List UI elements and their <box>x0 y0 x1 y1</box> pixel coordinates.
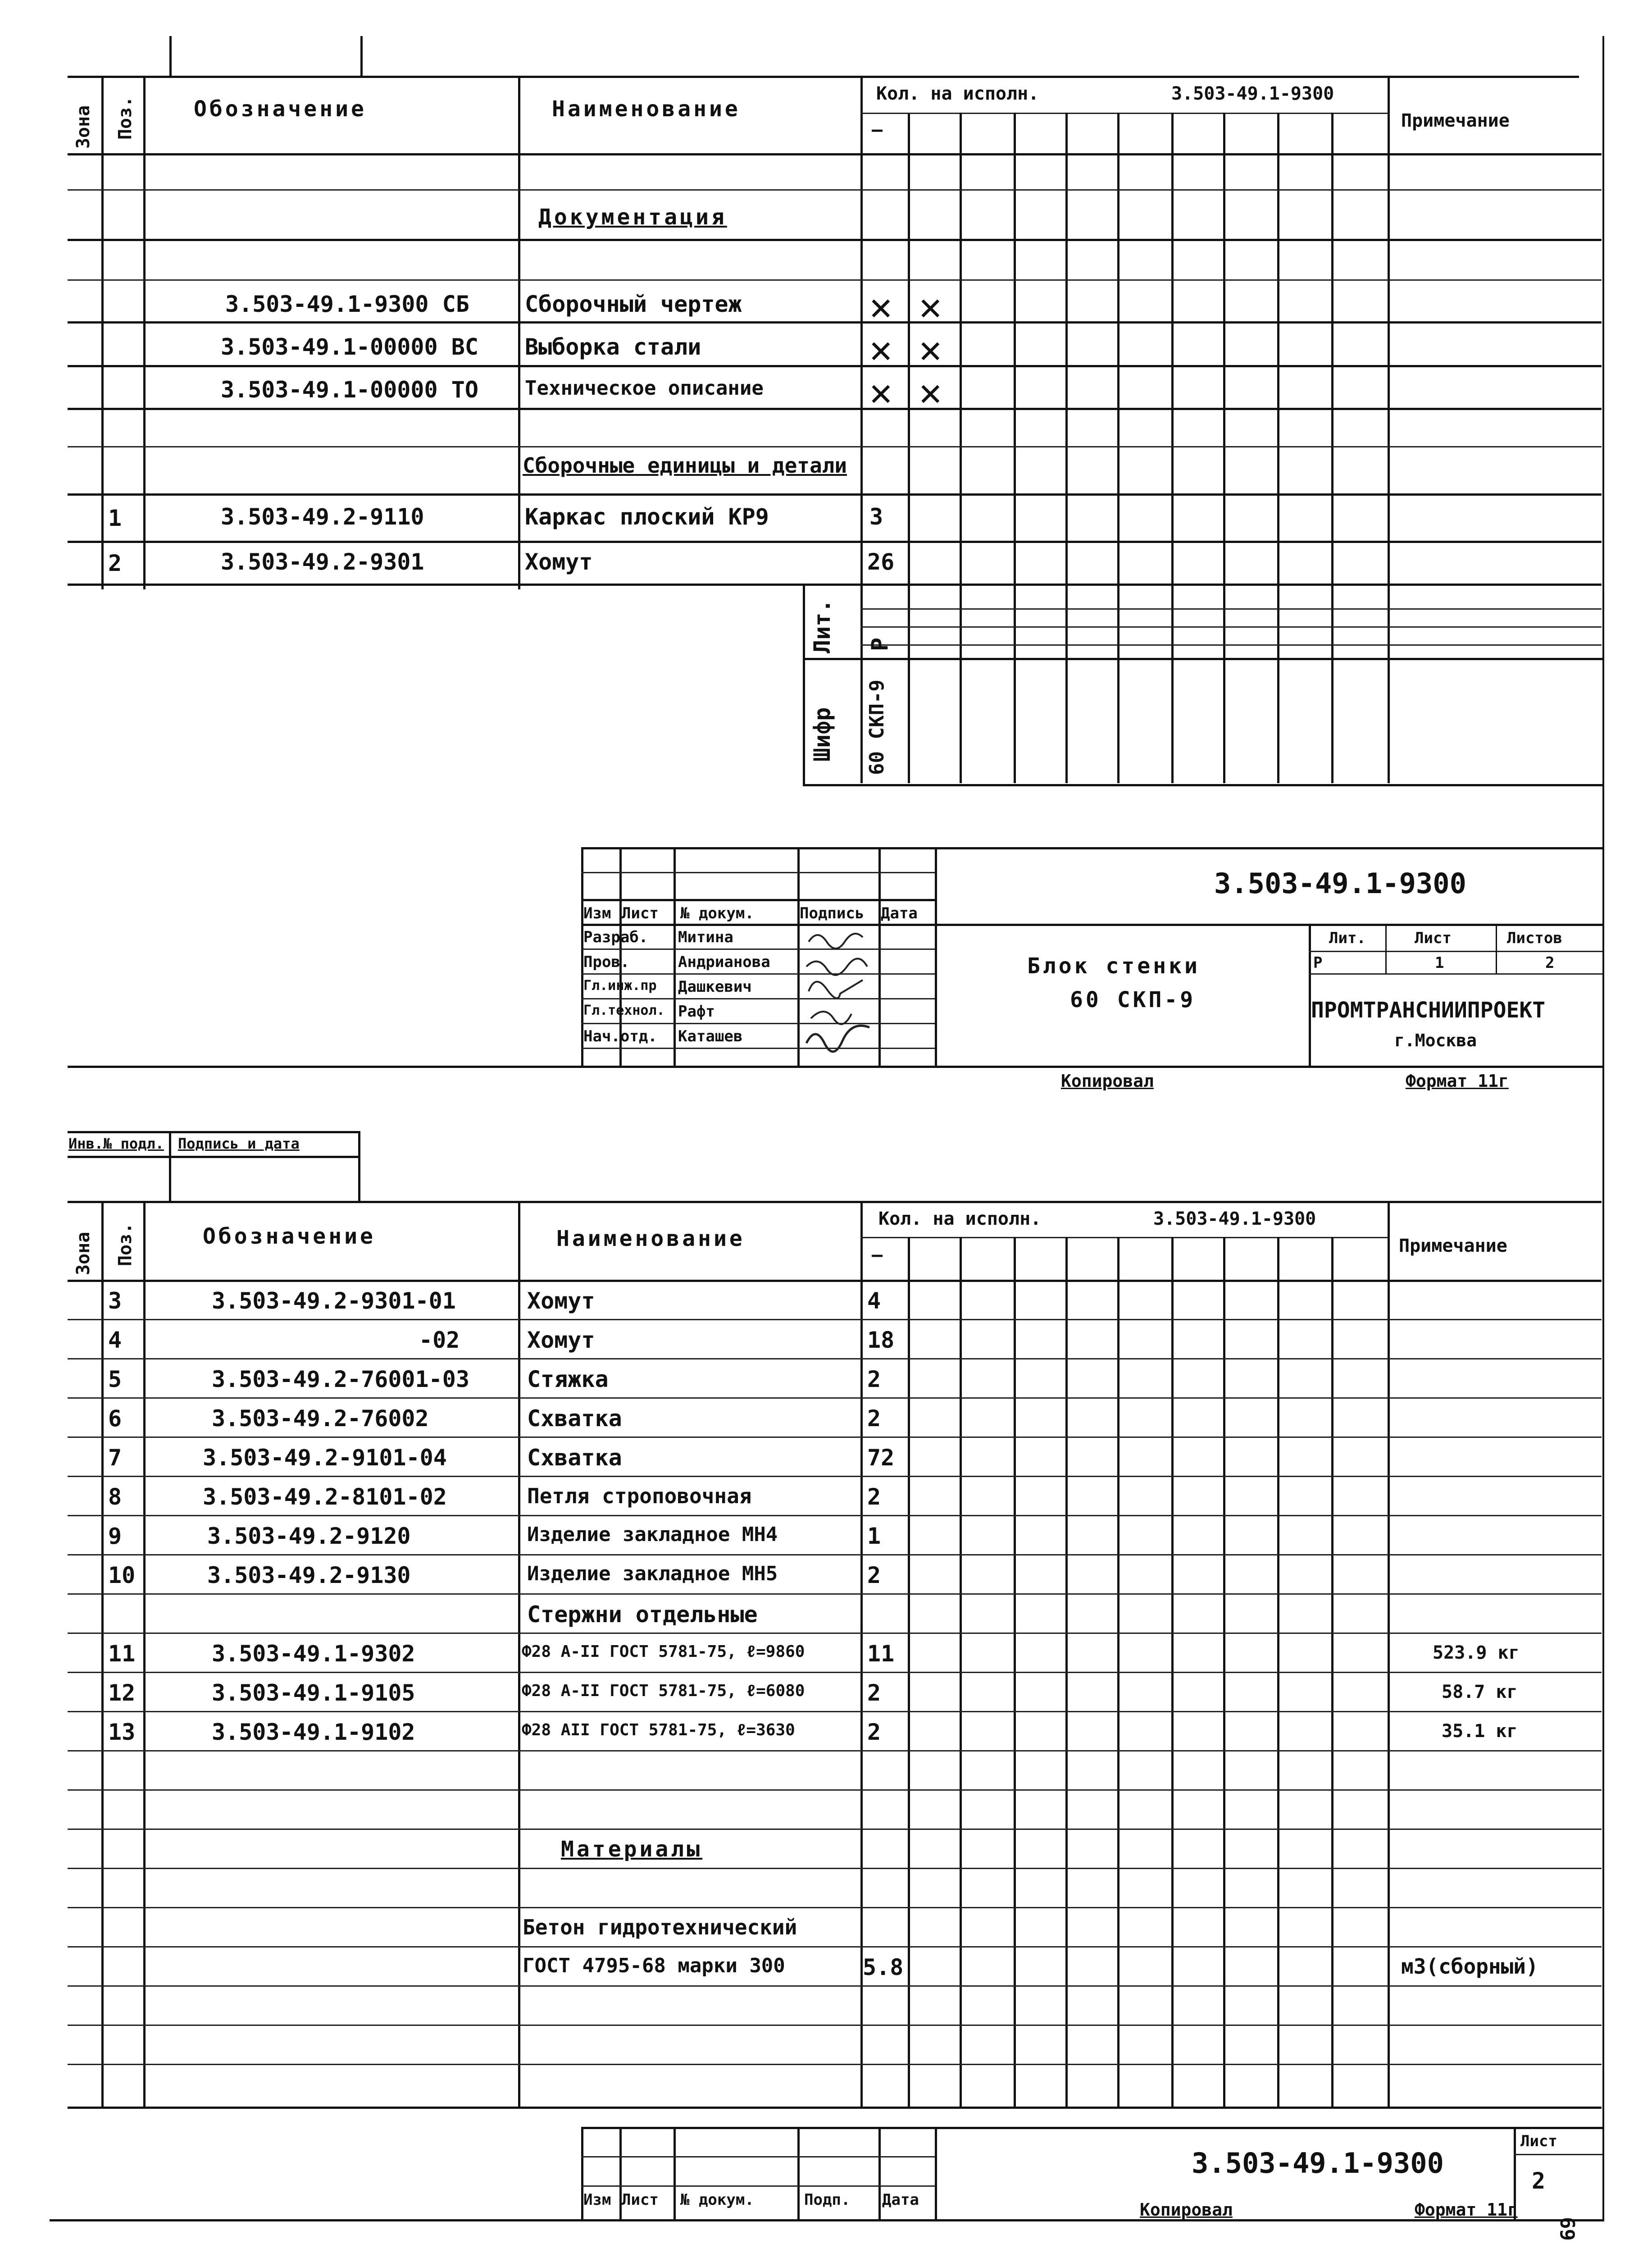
stamp-top <box>68 1131 358 1133</box>
header-qty-doc: 3.503-49.1-9300 <box>1153 1209 1316 1229</box>
row-line <box>860 644 1602 646</box>
binding-tick <box>169 36 172 77</box>
col-pos-line <box>143 76 146 589</box>
stamp-div <box>169 1131 171 1203</box>
tb-row <box>581 924 1602 926</box>
row-pos: 2 <box>108 550 122 576</box>
title-block-top <box>581 847 1602 849</box>
row-pos: 12 <box>108 1680 136 1706</box>
tb-col-doc: № докум. <box>680 904 754 922</box>
tb-col-date: Дата <box>881 904 918 922</box>
lit-block-mid <box>803 658 1602 660</box>
row-line <box>68 1397 1602 1399</box>
tb-sheets-val: 2 <box>1545 954 1555 972</box>
tb-city: г.Москва <box>1394 1031 1477 1050</box>
row-name: Техническое описание <box>525 377 764 400</box>
stamp-inv: Инв.№ подл. <box>68 1135 164 1152</box>
row-name: Ф28 А-II ГОСТ 5781-75, ℓ=6080 <box>522 1682 805 1700</box>
row-designation: 3.503-49.1-9102 <box>212 1719 415 1745</box>
tb-col <box>935 2127 937 2219</box>
header-qty-doc: 3.503-49.1-9300 <box>1171 83 1334 104</box>
col-q-line <box>1277 113 1279 783</box>
row-designation: -02 <box>419 1327 460 1353</box>
tb-role: Разраб. <box>583 928 648 946</box>
row-line <box>68 1868 1602 1869</box>
row-line <box>68 493 1602 496</box>
tb-row <box>581 2156 935 2157</box>
copied-label-2: Копировал <box>1140 2200 1233 2220</box>
tb-col <box>797 2127 800 2219</box>
format-label-2: Формат 11г <box>1415 2200 1518 2220</box>
lit-value: Р <box>867 637 893 651</box>
sheet-right-border <box>1602 36 1604 2221</box>
row-name: Хомут <box>527 1327 595 1353</box>
col-desig-line <box>518 1201 520 2107</box>
row-note: 35.1 кг <box>1442 1721 1518 1742</box>
row-name: Стяжка <box>527 1366 609 1392</box>
tb-col <box>1309 924 1311 1066</box>
row-name: Каркас плоский КР9 <box>525 504 769 530</box>
row-line <box>68 1672 1602 1673</box>
row-line <box>68 1593 1602 1595</box>
row-note: м3(сборный) <box>1401 1954 1538 1979</box>
row-line <box>860 626 1602 628</box>
row-pos: 13 <box>108 1719 136 1745</box>
row-line <box>68 239 1602 241</box>
row-pos: 10 <box>108 1562 136 1588</box>
header-qty: Кол. на исполн. <box>876 83 1039 104</box>
tb-person: Митина <box>678 928 733 946</box>
row-line <box>68 1946 1602 1947</box>
row-qty: 2 <box>867 1680 881 1706</box>
header-qty-dash: — <box>872 119 883 140</box>
row-line <box>68 1633 1602 1634</box>
tb-col-sign: Подп. <box>804 2191 851 2209</box>
tb-col <box>674 2127 676 2219</box>
tb-doc-number: 3.503-49.1-9300 <box>1214 867 1466 900</box>
stamp-mid <box>68 1156 358 1158</box>
stamp-right <box>358 1131 360 1203</box>
row-designation: 3.503-49.2-76001-03 <box>212 1366 469 1392</box>
col-note-line <box>1388 76 1390 783</box>
header-pos: Поз. <box>115 1222 136 1266</box>
sheet2-table-bottom <box>68 2107 1602 2109</box>
col-name-line <box>860 76 863 783</box>
row-designation: 3.503-49.2-9301-01 <box>212 1288 456 1314</box>
row-pos: 9 <box>108 1523 122 1549</box>
row-line <box>68 1554 1602 1555</box>
col-pos-line <box>143 1201 146 2107</box>
row-line <box>68 1437 1602 1438</box>
lit-block-left <box>803 584 805 784</box>
section-materials: Материалы <box>561 1837 703 1862</box>
row-name: Схватка <box>527 1405 622 1432</box>
row-line <box>68 279 1602 281</box>
col-q-line <box>1331 113 1333 783</box>
col-q-line <box>1117 113 1120 783</box>
signatures-image <box>800 924 878 1059</box>
header-qty: Кол. на исполн. <box>878 1209 1042 1229</box>
tb-sheets-hdr: Листов <box>1507 929 1562 947</box>
row-line <box>68 584 1602 586</box>
lit-label: Лит. <box>809 599 835 653</box>
tb-col-date: Дата <box>882 2191 919 2209</box>
tb-org: ПРОМТРАНСНИИПРОЕКТ <box>1311 998 1546 1023</box>
tb-lit-hdr: Лит. <box>1329 929 1366 947</box>
binding-tick <box>360 36 363 77</box>
cipher-value: 60 СКП-9 <box>865 680 888 775</box>
row-name: Сборочный чертеж <box>525 291 742 317</box>
row-pos: 1 <box>108 505 122 531</box>
row-line <box>68 2064 1602 2065</box>
row-line <box>68 1789 1602 1791</box>
tb-col <box>878 847 881 1066</box>
header-designation: Обозначение <box>203 1224 376 1249</box>
sheet1-bottom <box>68 1066 1602 1068</box>
row-qty: 2 <box>867 1405 881 1432</box>
row-designation: 3.503-49.1-00000 ТО <box>221 377 478 403</box>
row-designation: 3.503-49.2-9120 <box>207 1523 411 1549</box>
row-designation: 3.503-49.2-9130 <box>207 1562 411 1588</box>
header-name: Наименование <box>552 96 741 122</box>
row-designation: 3.503-49.2-8101-02 <box>203 1484 447 1510</box>
header-zone: Зона <box>73 1231 94 1275</box>
tb-col-izm: Изм <box>583 2191 611 2209</box>
tb-col-list: Лист <box>622 904 659 922</box>
row-line <box>68 365 1602 367</box>
tb-col <box>878 2127 881 2219</box>
cipher-label: Шифр <box>809 707 835 762</box>
tb-row <box>581 973 935 975</box>
tb-col-izm: Изм <box>583 904 611 922</box>
row-pos: 4 <box>108 1327 122 1353</box>
row-name: Стержни отдельные <box>527 1601 758 1628</box>
tb-col-doc: № докум. <box>680 2191 754 2209</box>
row-name: Бетон гидротехнический <box>523 1915 797 1939</box>
tb-lit-val: Р <box>1313 954 1323 972</box>
tb-row <box>581 2185 935 2187</box>
row-line <box>68 1750 1602 1751</box>
row-line <box>68 1985 1602 1987</box>
row-designation: 3.503-49.2-9101-04 <box>203 1445 447 1471</box>
row-name: Ф28 А-II ГОСТ 5781-75, ℓ=9860 <box>522 1642 805 1661</box>
row-line <box>68 1515 1602 1516</box>
tb-col <box>935 847 937 1066</box>
page-number: 69 <box>1556 2217 1579 2241</box>
row-q2: ✕ <box>919 284 942 328</box>
row-line <box>68 1829 1602 1830</box>
tb-row <box>581 899 935 901</box>
header-bottom-line <box>68 153 1602 155</box>
tb2-sheet-hdr: Лист <box>1520 2132 1557 2150</box>
tb-sheet-hdr: Лист <box>1415 929 1452 947</box>
row-qty: 2 <box>867 1484 881 1510</box>
row-line <box>860 608 1602 610</box>
row-name: Изделие закладное МН5 <box>527 1562 778 1585</box>
row-pos: 7 <box>108 1445 122 1471</box>
row-name: Ф28 АII ГОСТ 5781-75, ℓ=3630 <box>522 1721 795 1739</box>
frame-top <box>68 76 1579 78</box>
row-qty: 11 <box>867 1641 895 1667</box>
tb-row <box>581 1048 935 1049</box>
tb-sheet-val: 1 <box>1435 954 1444 972</box>
row-line <box>68 321 1602 324</box>
tb-col <box>674 847 676 1066</box>
row-name: ГОСТ 4795-68 марки 300 <box>523 1954 785 1977</box>
header-note: Примечание <box>1401 110 1510 131</box>
tb-role: Пров. <box>583 953 630 971</box>
col-zone-line <box>101 76 104 589</box>
row-designation: 3.503-49.1-9300 СБ <box>225 291 469 317</box>
row-line <box>68 1907 1602 1908</box>
row-qty: 2 <box>867 1562 881 1588</box>
tb-title-line1: Блок стенки <box>1027 953 1200 979</box>
row-line <box>68 1476 1602 1477</box>
tb-row <box>1309 973 1602 975</box>
col-q-line <box>1065 113 1068 783</box>
tb-person: Рафт <box>678 1003 715 1021</box>
tb-role: Гл.технол. <box>583 1003 665 1018</box>
header-designation: Обозначение <box>194 96 367 122</box>
row-pos: 8 <box>108 1484 122 1510</box>
row-name: Выборка стали <box>525 334 701 360</box>
row-designation: 3.503-49.2-9110 <box>221 504 424 530</box>
row-line <box>68 2025 1602 2026</box>
col-q-line <box>1171 113 1174 783</box>
row-name: Изделие закладное МН4 <box>527 1523 778 1546</box>
section-documentation: Документация <box>538 205 727 230</box>
row-designation: 3.503-49.2-76002 <box>212 1405 429 1432</box>
qty-subhdr-line <box>860 113 1388 114</box>
header-note: Примечание <box>1399 1236 1507 1256</box>
tb2-doc-number: 3.503-49.1-9300 <box>1192 2147 1444 2180</box>
col-q-line <box>1014 113 1016 783</box>
header-bottom-line <box>68 1280 1602 1282</box>
row-qty: 18 <box>867 1327 895 1353</box>
row-line <box>68 446 1602 447</box>
row-line <box>68 1319 1602 1320</box>
tb-row <box>581 1023 935 1024</box>
tb-col <box>1385 924 1387 973</box>
tb-role: Гл.инж.пр <box>583 978 657 994</box>
tb-row <box>581 998 935 999</box>
row-qty: 5.8 <box>863 1954 904 1980</box>
row-line <box>68 1711 1602 1712</box>
row-q1: 3 <box>869 504 883 530</box>
tb-row <box>581 872 935 873</box>
row-pos: 11 <box>108 1641 136 1667</box>
tb-row <box>1309 951 1602 952</box>
tb-role: Нач.отд. <box>583 1027 657 1045</box>
tb-row <box>1514 2154 1602 2155</box>
stamp-sign: Подпись и дата <box>178 1135 300 1152</box>
row-pos: 3 <box>108 1288 122 1314</box>
section-units: Сборочные единицы и детали <box>523 453 847 478</box>
sheet2-bottom <box>50 2219 1602 2221</box>
row-q1: ✕ <box>869 284 892 328</box>
row-q1: ✕ <box>869 370 892 414</box>
row-note: 523.9 кг <box>1433 1642 1520 1663</box>
row-pos: 5 <box>108 1366 122 1392</box>
row-designation: 3.503-49.1-9302 <box>212 1641 415 1667</box>
row-name: Схватка <box>527 1445 622 1471</box>
tb-col-sign: Подпись <box>800 904 865 922</box>
row-qty: 72 <box>867 1445 895 1471</box>
tb2-sheet-val: 2 <box>1532 2168 1546 2194</box>
row-line <box>68 1358 1602 1359</box>
tb-title-line2: 60 СКП-9 <box>1070 987 1196 1012</box>
tb-person: Каташев <box>678 1027 743 1045</box>
row-qty: 4 <box>867 1288 881 1314</box>
row-line <box>68 541 1602 543</box>
tb-person: Андрианова <box>678 953 770 971</box>
col-q-line <box>960 113 962 783</box>
copied-label: Копировал <box>1061 1071 1154 1091</box>
row-designation: 3.503-49.1-9105 <box>212 1680 415 1706</box>
tb2-top <box>581 2127 1602 2129</box>
header-name: Наименование <box>556 1226 745 1251</box>
row-qty: 1 <box>867 1523 881 1549</box>
header-zone: Зона <box>73 105 94 149</box>
col-q1-line <box>908 113 910 783</box>
row-qty: 2 <box>867 1719 881 1745</box>
row-name: Петля строповочная <box>527 1484 752 1508</box>
col-note-line <box>1388 1201 1390 2107</box>
row-q2: ✕ <box>919 327 942 371</box>
row-name: Хомут <box>527 1288 595 1314</box>
row-designation: 3.503-49.1-00000 ВС <box>221 334 478 360</box>
tb-col-list: Лист <box>622 2191 659 2209</box>
row-q1: ✕ <box>869 327 892 371</box>
row-q1: 26 <box>867 549 895 575</box>
row-q2: ✕ <box>919 370 942 414</box>
header-qty-dash: — <box>872 1245 883 1265</box>
col-zone-line <box>101 1201 104 2107</box>
format-label: Формат 11г <box>1406 1071 1509 1091</box>
lit-block-bottom <box>803 784 1602 786</box>
row-designation: 3.503-49.2-9301 <box>221 549 424 575</box>
frame-top <box>68 1201 1602 1203</box>
col-desig-line <box>518 76 520 589</box>
row-name: Хомут <box>525 549 593 575</box>
header-pos: Поз. <box>115 96 136 140</box>
row-pos: 6 <box>108 1405 122 1432</box>
row-note: 58.7 кг <box>1442 1682 1518 1702</box>
qty-subhdr-line <box>860 1237 1388 1238</box>
col-q-line <box>1223 113 1225 783</box>
row-line <box>68 408 1602 410</box>
tb-row <box>581 949 935 950</box>
tb-person: Дашкевич <box>678 978 752 996</box>
tb-col <box>1496 924 1497 973</box>
row-line <box>68 189 1602 191</box>
row-qty: 2 <box>867 1366 881 1392</box>
